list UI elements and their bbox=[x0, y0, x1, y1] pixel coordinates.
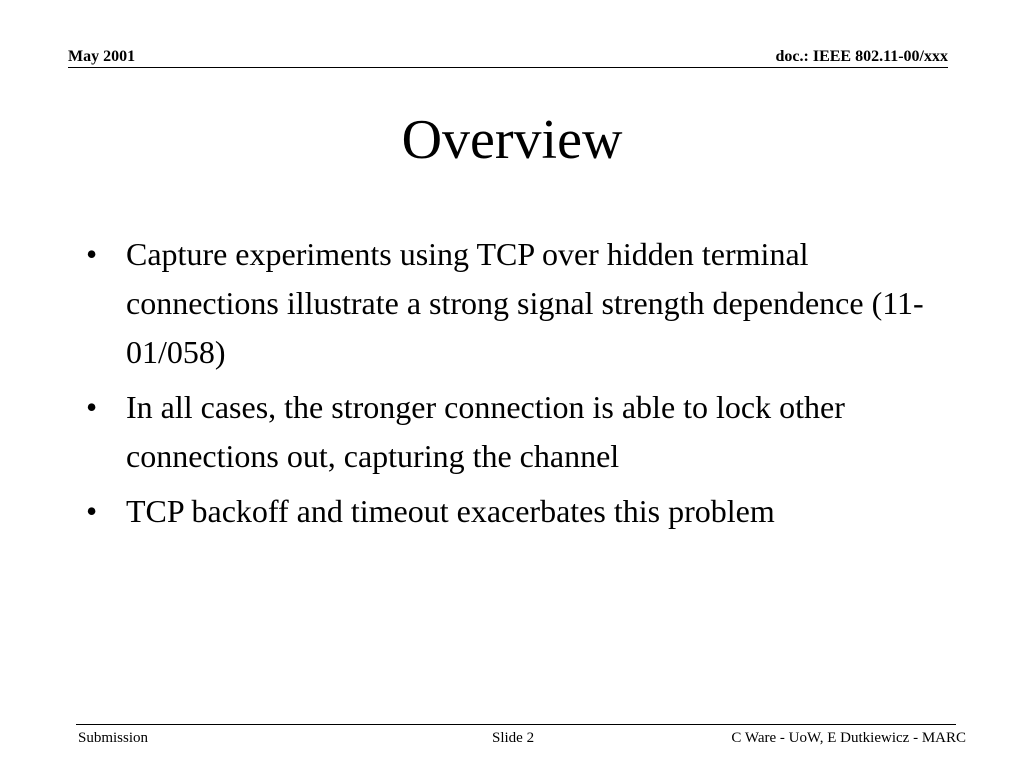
footer-divider bbox=[76, 724, 956, 725]
bullet-item bbox=[80, 487, 960, 536]
bullet-text: TCP backoff and timeout exacerbates this problem bbox=[126, 493, 775, 529]
footer-authors: C Ware - UoW, E Dutkiewicz - MARC bbox=[731, 730, 966, 746]
header-date: May 2001 bbox=[68, 48, 136, 65]
footer-slide-number: Slide 2 bbox=[492, 730, 535, 746]
bullet-text: In all cases, the stronger connection is able to lock other connections out, capturing the channel bbox=[126, 389, 845, 474]
bullet-list bbox=[80, 230, 960, 542]
bullet-dot-icon: • bbox=[86, 389, 98, 425]
bullet-text: Capture experiments using TCP over hidden terminal connections illustrate a strong signal strength dependence (11-01/058) bbox=[126, 236, 924, 370]
header-doc-id: doc.: IEEE 802.11-00/xxx bbox=[775, 48, 948, 65]
footer-submission: Submission bbox=[78, 730, 149, 746]
slide-title: Overview bbox=[401, 109, 623, 171]
bullet-dot-icon: • bbox=[86, 493, 98, 529]
header-divider bbox=[68, 67, 948, 68]
bullet-dot-icon: • bbox=[86, 236, 98, 272]
bullet-item bbox=[80, 383, 960, 481]
bullet-item bbox=[80, 230, 960, 377]
